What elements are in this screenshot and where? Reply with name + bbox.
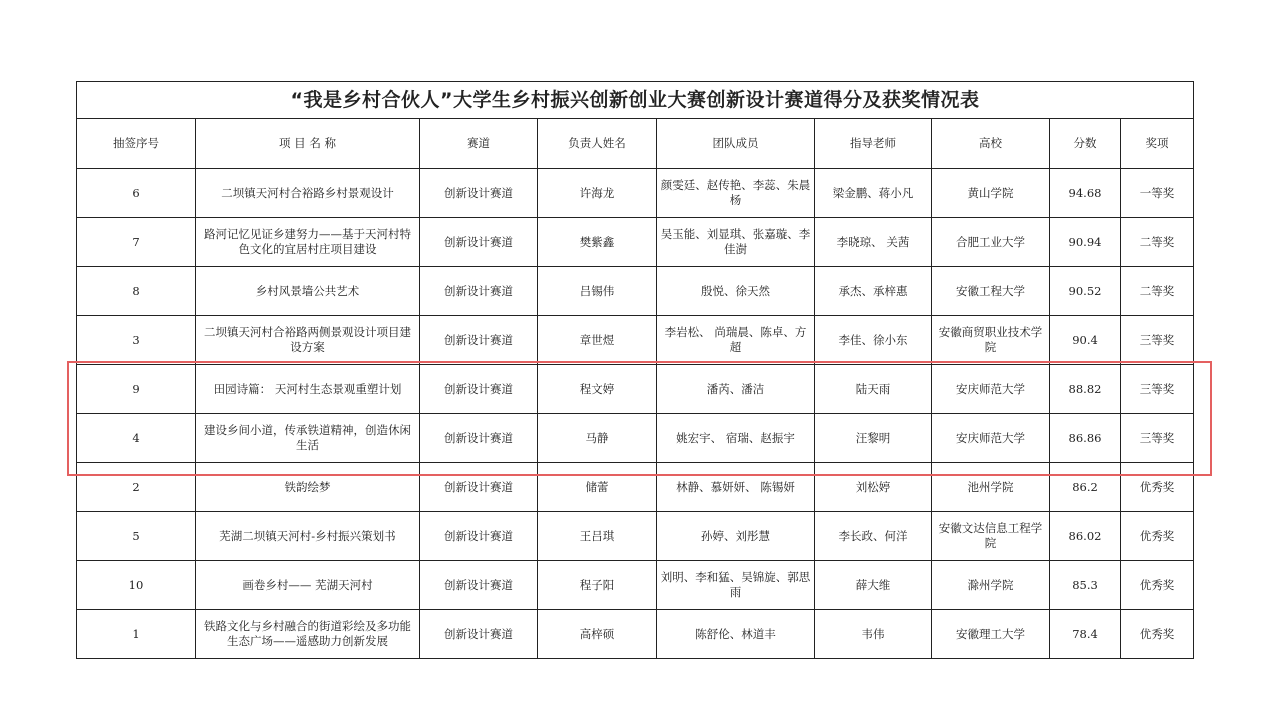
cell-advisor: 梁金鹏、蒋小凡 <box>815 169 932 218</box>
cell-university: 滁州学院 <box>932 561 1050 610</box>
cell-award: 优秀奖 <box>1121 512 1194 561</box>
header-score: 分数 <box>1050 119 1121 169</box>
cell-project-name: 铁路文化与乡村融合的街道彩绘及多功能生态广场——遥感助力创新发展 <box>196 610 420 659</box>
cell-award: 二等奖 <box>1121 267 1194 316</box>
cell-leader: 储蕾 <box>538 463 657 512</box>
header-draw-number: 抽签序号 <box>77 119 196 169</box>
cell-project-name: 田园诗篇： 天河村生态景观重塑计划 <box>196 365 420 414</box>
cell-track: 创新设计赛道 <box>420 561 538 610</box>
cell-project-name: 芜湖二坝镇天河村-乡村振兴策划书 <box>196 512 420 561</box>
cell-advisor: 李佳、徐小东 <box>815 316 932 365</box>
cell-track: 创新设计赛道 <box>420 169 538 218</box>
cell-score: 90.52 <box>1050 267 1121 316</box>
cell-team-members: 陈舒伦、林道丰 <box>657 610 815 659</box>
cell-draw-number: 2 <box>77 463 196 512</box>
table-row <box>77 512 1194 561</box>
cell-leader: 王吕琪 <box>538 512 657 561</box>
cell-leader: 樊紫鑫 <box>538 218 657 267</box>
cell-track: 创新设计赛道 <box>420 512 538 561</box>
score-table <box>76 81 1194 659</box>
cell-team-members: 刘明、李和猛、吴锦旋、郭思雨 <box>657 561 815 610</box>
cell-score: 90.94 <box>1050 218 1121 267</box>
header-award: 奖项 <box>1121 119 1194 169</box>
cell-draw-number: 7 <box>77 218 196 267</box>
cell-university: 黄山学院 <box>932 169 1050 218</box>
cell-university: 安庆师范大学 <box>932 414 1050 463</box>
header-university: 高校 <box>932 119 1050 169</box>
cell-advisor: 承杰、承梓惠 <box>815 267 932 316</box>
cell-leader: 程子阳 <box>538 561 657 610</box>
cell-team-members: 殷悦、徐天然 <box>657 267 815 316</box>
cell-advisor: 李晓琼、 关茜 <box>815 218 932 267</box>
cell-score: 78.4 <box>1050 610 1121 659</box>
cell-track: 创新设计赛道 <box>420 463 538 512</box>
cell-award: 三等奖 <box>1121 365 1194 414</box>
cell-track: 创新设计赛道 <box>420 267 538 316</box>
cell-team-members: 李岩松、 尚瑞晨、陈卓、方超 <box>657 316 815 365</box>
header-leader: 负责人姓名 <box>538 119 657 169</box>
cell-award: 三等奖 <box>1121 316 1194 365</box>
cell-university: 安徽文达信息工程学院 <box>932 512 1050 561</box>
cell-advisor: 刘松婷 <box>815 463 932 512</box>
cell-score: 86.2 <box>1050 463 1121 512</box>
cell-draw-number: 4 <box>77 414 196 463</box>
header-project-name: 项 目 名 称 <box>196 119 420 169</box>
cell-score: 90.4 <box>1050 316 1121 365</box>
cell-score: 86.02 <box>1050 512 1121 561</box>
cell-leader: 程文婷 <box>538 365 657 414</box>
table-row <box>77 610 1194 659</box>
cell-university: 安徽商贸职业技术学院 <box>932 316 1050 365</box>
cell-draw-number: 1 <box>77 610 196 659</box>
table-row <box>77 561 1194 610</box>
cell-score: 85.3 <box>1050 561 1121 610</box>
cell-track: 创新设计赛道 <box>420 365 538 414</box>
cell-team-members: 孙婷、刘彤慧 <box>657 512 815 561</box>
cell-project-name: 铁韵绘梦 <box>196 463 420 512</box>
cell-project-name: 画卷乡村—— 芜湖天河村 <box>196 561 420 610</box>
cell-project-name: 二坝镇天河村合裕路两侧景观设计项目建设方案 <box>196 316 420 365</box>
table-row <box>77 414 1194 463</box>
cell-track: 创新设计赛道 <box>420 610 538 659</box>
cell-leader: 章世煜 <box>538 316 657 365</box>
header-advisor: 指导老师 <box>815 119 932 169</box>
cell-project-name: 路河记忆见证乡建努力——基于天河村特色文化的宜居村庄项目建设 <box>196 218 420 267</box>
cell-team-members: 吴玉能、刘显琪、张嘉璇、李佳澍 <box>657 218 815 267</box>
cell-university: 池州学院 <box>932 463 1050 512</box>
table-row <box>77 316 1194 365</box>
score-table-sheet <box>76 81 1193 659</box>
cell-leader: 许海龙 <box>538 169 657 218</box>
cell-score: 88.82 <box>1050 365 1121 414</box>
cell-advisor: 李长政、何洋 <box>815 512 932 561</box>
cell-project-name: 二坝镇天河村合裕路乡村景观设计 <box>196 169 420 218</box>
cell-team-members: 林静、慕妍妍、 陈锡妍 <box>657 463 815 512</box>
table-row <box>77 267 1194 316</box>
cell-score: 94.68 <box>1050 169 1121 218</box>
cell-team-members: 颜雯廷、赵传艳、李蕊、朱晨杨 <box>657 169 815 218</box>
cell-university: 安徽理工大学 <box>932 610 1050 659</box>
table-row <box>77 463 1194 512</box>
header-track: 赛道 <box>420 119 538 169</box>
cell-draw-number: 3 <box>77 316 196 365</box>
cell-draw-number: 8 <box>77 267 196 316</box>
cell-team-members: 姚宏宇、 宿瑞、赵振宇 <box>657 414 815 463</box>
table-row <box>77 365 1194 414</box>
cell-award: 优秀奖 <box>1121 610 1194 659</box>
cell-advisor: 汪黎明 <box>815 414 932 463</box>
table-title: “我是乡村合伙人”大学生乡村振兴创新创业大赛创新设计赛道得分及获奖情况表 <box>77 82 1194 119</box>
cell-leader: 高梓硕 <box>538 610 657 659</box>
cell-draw-number: 6 <box>77 169 196 218</box>
table-body <box>77 169 1194 659</box>
cell-track: 创新设计赛道 <box>420 316 538 365</box>
cell-university: 安徽工程大学 <box>932 267 1050 316</box>
header-row <box>77 119 1194 169</box>
cell-leader: 马静 <box>538 414 657 463</box>
cell-draw-number: 10 <box>77 561 196 610</box>
cell-draw-number: 5 <box>77 512 196 561</box>
cell-university: 安庆师范大学 <box>932 365 1050 414</box>
cell-team-members: 潘芮、潘洁 <box>657 365 815 414</box>
cell-award: 优秀奖 <box>1121 463 1194 512</box>
table-row <box>77 218 1194 267</box>
cell-score: 86.86 <box>1050 414 1121 463</box>
cell-track: 创新设计赛道 <box>420 414 538 463</box>
cell-project-name: 乡村风景墙公共艺术 <box>196 267 420 316</box>
header-team-members: 团队成员 <box>657 119 815 169</box>
cell-advisor: 陆天雨 <box>815 365 932 414</box>
cell-advisor: 韦伟 <box>815 610 932 659</box>
cell-award: 二等奖 <box>1121 218 1194 267</box>
cell-draw-number: 9 <box>77 365 196 414</box>
cell-project-name: 建设乡间小道，传承铁道精神，创造休闲生活 <box>196 414 420 463</box>
cell-leader: 吕锡伟 <box>538 267 657 316</box>
cell-university: 合肥工业大学 <box>932 218 1050 267</box>
cell-track: 创新设计赛道 <box>420 218 538 267</box>
cell-award: 优秀奖 <box>1121 561 1194 610</box>
cell-award: 一等奖 <box>1121 169 1194 218</box>
cell-advisor: 薛大维 <box>815 561 932 610</box>
cell-award: 三等奖 <box>1121 414 1194 463</box>
table-row <box>77 169 1194 218</box>
